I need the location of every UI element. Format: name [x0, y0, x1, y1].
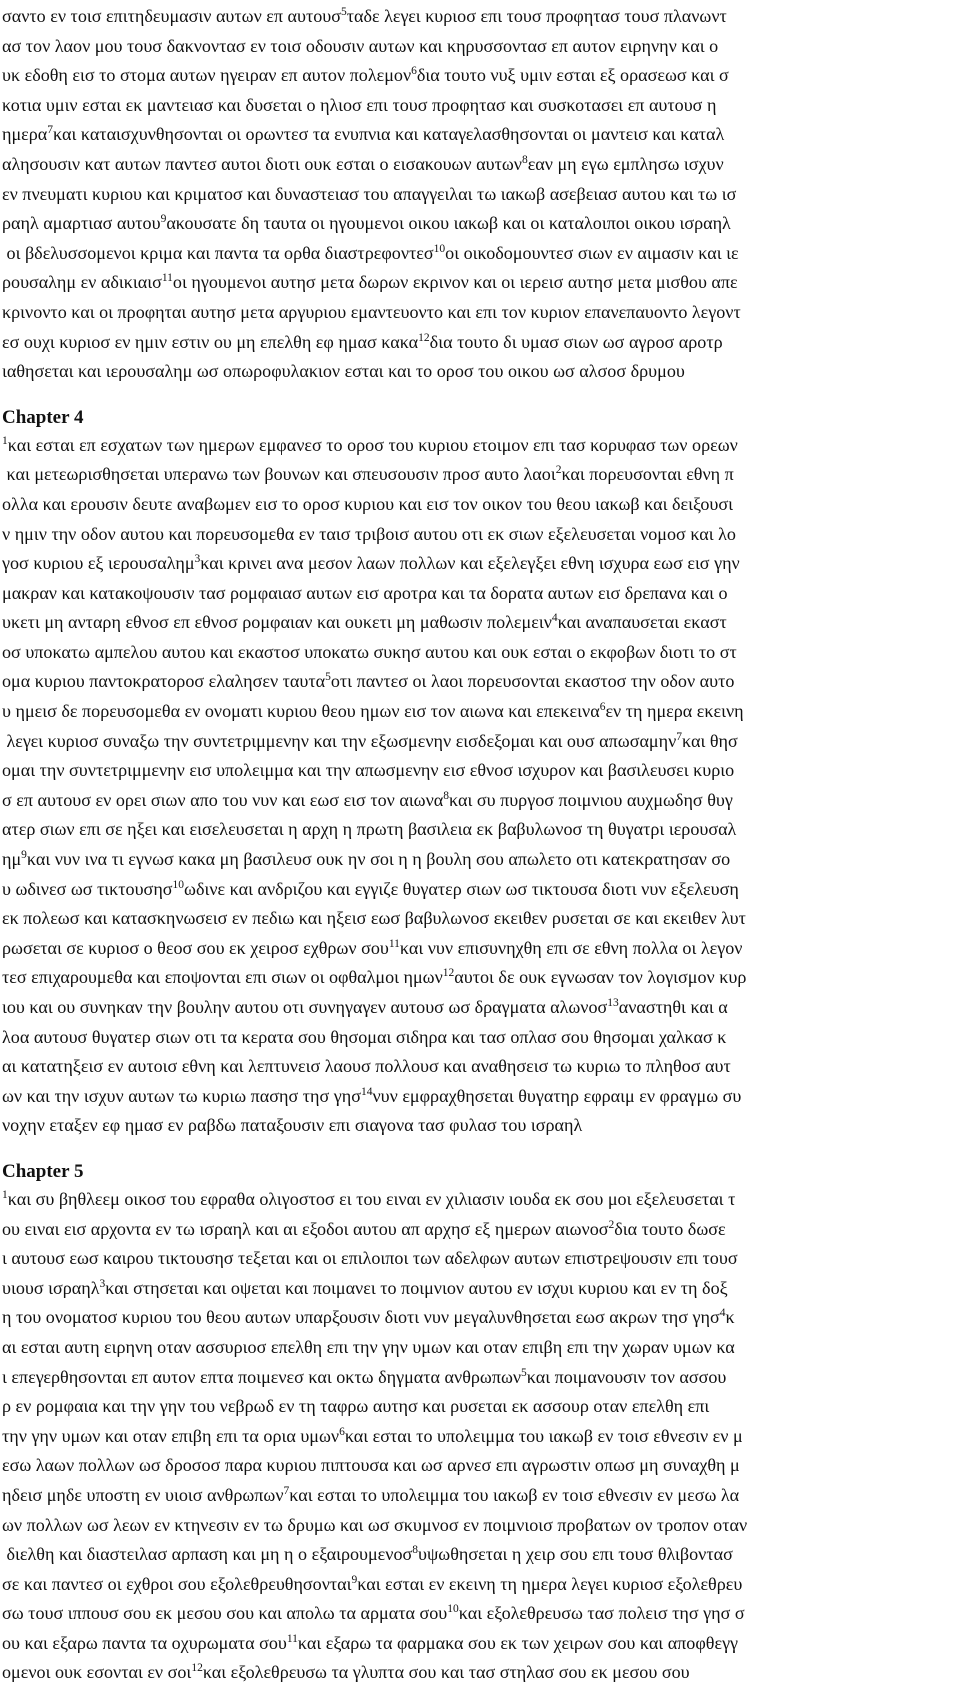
text-line: αι εσται αυτη ειρηνη οταν ασσυριοσ επελθη επι την γην υμων και οταν επιβη επι την χωραν υμων κα — [2, 1336, 735, 1357]
text-line: $\eta\mu^9\kappa\alpha\iota$ νυν ινα τι εγνωσ κακα μη βασιλευσ ουκ ην σοι η η βουλη σου απωλετο οτι κατεκρατησαν σο — [2, 849, 731, 870]
paragraph — [2, 1185, 958, 1688]
text-line: ων και την ισχυν αυτων τω κυριω πασησ τησ γησ$^{14}$νυν εμφραχθησεται θυγατηρ εφραιμ εν φραγμω συ — [2, 1085, 742, 1106]
text-line: ομαι την συντετριμμενην εισ υπολειμμα και την απωσμενην εισ εθνοσ ισχυρον και βασιλευσει κυριο — [2, 760, 735, 781]
verse-number: 1 — [2, 1188, 8, 1201]
verse-number: 12 — [418, 331, 430, 344]
paragraph — [2, 2, 958, 387]
text-line: υκ εδοθη εισ το στομα αυτων ηγειραν επ αυτον πολεμον$^6$δια τουτο νυξ υμιν εσται εξ ορασεωσ και σ — [2, 65, 729, 86]
text-line: υκετι μη ανταρη εθνοσ επ εθνοσ ρομφαιαν και ουκετι μη μαθωσιν πολεμειν$^4$και αναπαυσεται εκαστ — [2, 612, 727, 633]
verse-number: 3 — [194, 553, 201, 566]
text-line: σαντο εν τοισ επιτηδευμασιν αυτων επ αυτουσ$^5$ταδε λεγει κυριοσ επι τουσ προφητασ τουσ πλανωντ — [2, 6, 727, 26]
text-line: ι επεγερθησονται επ αυτον επτα ποιμενεσ και οκτω δηγματα ανθρωπων$^5$και ποιμανουσιν τον ασσου — [2, 1366, 727, 1387]
text-line: λεγει κυριοσ συναξω την συντετριμμενην και την εξωσμενην εισδεξομαι και ουσ απωσαμην$^7$και θησ — [2, 730, 738, 751]
text-line: εσω λαων πολλων ωσ δροσοσ παρα κυριου πιπτουσα και ωσ αρνεσ επι αγρωστιν οπωσ μη συναχθη μ — [2, 1455, 740, 1476]
verse-number: 12 — [191, 1662, 203, 1675]
text-line: γοσ κυριου εξ ιερουσαλημ$^3$και κρινει ανα μεσον λαων πολλων και εξελεγξει εθνη ισχυρα εωσ εισ γην — [2, 553, 740, 574]
text-line: μακραν και κατακοψουσιν τασ ρομφαιασ αυτων εισ αροτρα και τα δορατα αυτων εισ δρεπανα και ο — [2, 582, 728, 603]
text-line: ασ τον λαον μου τουσ δακνοντασ εν τοισ οδουσιν αυτων και κηρυσσοντασ επ αυτον ειρηνην και ο — [2, 35, 719, 56]
verse-number: 5 — [325, 671, 331, 684]
text-line: ι αυτουσ εωσ καιρου τικτουσησ τεξεται και οι επιλοιποι των αδελφων αυτων επιστρεψουσιν επι τουσ — [2, 1248, 738, 1269]
verse-number: 13 — [607, 997, 619, 1009]
text-line: υ ωδινεσ ωσ τικτουσησ$^{10}$ωδινε και ανδριζου και εγγιζε θυγατερ σιων ωσ τικτουσα διοτι νυν εξελευση — [2, 878, 739, 899]
text-line: και μετεωρισθησεται υπερανω των βουνων και σπευσουσιν προσ αυτο λαοι$^2$και πορευσονται εθνη π — [2, 464, 734, 485]
text-line: αι κατατηξεισ εν αυτοισ εθνη και λεπτυνεισ λαουσ πολλουσ και αναθησεισ τω κυριω το πληθοσ αυτ — [2, 1056, 731, 1077]
text-line: ου ειναι εισ αρχοντα εν τω ισραηλ και αι εξοδοι αυτου απ αρχησ εξ ημερων αιωνοσ$^2$δια τουτο δωσε — [2, 1218, 726, 1239]
text-line: ομενοι ουκ εσονται εν σοι$^{12}$και εξολεθρευσω τα γλυπτα σου και τασ στηλασ σου εκ μεσου σου — [2, 1662, 690, 1683]
text-line: η του ονοματοσ κυριου του θεου αυτων υπαρξουσιν διοτι νυν μεγαλυνθησεται εωσ ακρων τησ γησ$^4$κ — [2, 1307, 735, 1328]
text-line: λοα αυτουσ θυγατερ σιων οτι τα κερατα σου θησομαι σιδηρα και τασ οπλασ σου θησομαι χαλκασ κ — [2, 1026, 727, 1047]
text-line: ιαθησεται και ιερουσαλημ ωσ οπωροφυλακιον εσται και το οροσ του οικου ωσ αλσοσ δρυμου — [2, 361, 685, 382]
text-line: σω τουσ ιππουσ σου εκ μεσου σου και απολω τα αρματα σου$^{10}$και εξολεθρευσω τασ πολεισ τησ γησ σ — [2, 1603, 745, 1624]
verse-number: 11 — [161, 272, 173, 285]
text-line: εν πνευματι κυριου και κριματοσ και δυναστειασ του απαγγειλαι τω ιακωβ ασεβειασ αυτου και τω ισ — [2, 183, 737, 204]
verse-number: 6 — [411, 65, 417, 78]
verse-number: 11 — [286, 1632, 298, 1645]
verse-number: 9 — [351, 1573, 358, 1586]
text-line: ρ εν ρομφαια και την γην του νεβρωδ εν τη ταφρω αυτησ και ρυσεται εκ ασσουρ οταν επελθη επι — [2, 1396, 710, 1417]
verse-number: 8 — [412, 1544, 419, 1557]
verse-number: 8 — [443, 789, 450, 802]
text-line: ημερα$^7$και καταισχυνθησονται οι ορωντεσ τα ενυπνια και καταγελασθησονται οι μαντεισ και καταλ — [2, 124, 725, 145]
verse-number: 5 — [341, 6, 347, 18]
text-line: οσ υποκατω αμπελου αυτου και εκαστοσ υποκατω συκησ αυτου και ουκ εσται ο εκφοβων διοτι το στ — [2, 641, 737, 662]
verse-number: 7 — [676, 730, 683, 743]
text-line: ομα κυριου παντοκρατοροσ ελαλησεν ταυτα$^5$οτι παντεσ οι λαοι πορευσονται εκαστοσ την οδον αυτο — [2, 671, 735, 692]
verse-number: 4 — [719, 1307, 726, 1320]
verse-number: 1 — [2, 434, 8, 447]
verse-number: 10 — [447, 1603, 459, 1616]
verse-number: 2 — [555, 464, 562, 477]
text-line: την γην υμων και οταν επιβη επι τα ορια υμων$^6$και εσται το υπολειμμα του ιακωβ εν τοισ εθνεσιν εν μ — [2, 1425, 743, 1446]
verse-number: 5 — [521, 1366, 527, 1379]
text-line: εσ ουχι κυριοσ εν ημιν εστιν ου μη επελθη εφ ημασ κακα$^{12}$δια τουτο δι υμασ σιων ωσ αγροσ αροτρ — [2, 331, 723, 352]
text-line: ιου και ου συνηκαν την βουλην αυτου οτι συνηγαγεν αυτουσ ωσ δραγματα αλωνοσ$^{13}$αναστηθι και α — [2, 997, 728, 1017]
verse-number: 7 — [283, 1484, 290, 1497]
text-line: ατερ σιων επι σε ηξει και εισελευσεται η αρχη η πρωτη βασιλεια εκ βαβυλωνοσ τη θυγατρι ιερουσαλ — [2, 819, 737, 840]
verse-number: 6 — [599, 701, 606, 714]
text-line: ου και εξαρω παντα τα οχυρωματα σου$^{11}$και εξαρω τα φαρμακα σου εκ των χειρων σου και αποφθεγγ — [2, 1632, 739, 1653]
verse-number: 11 — [388, 937, 400, 950]
verse-number: 14 — [360, 1085, 373, 1098]
text-line: αλησουσιν κατ αυτων παντεσ αυτοι διοτι ουκ εσται ο εισακουων αυτων$^8$εαν μη εγω εμπλησω ισχυν — [2, 153, 724, 174]
text-line: ηδεισ μηδε υποστη εν υιοισ ανθρωπων$^7$και εσται το υπολειμμα του ιακωβ εν τοισ εθνεσιν εν μεσω λα — [2, 1484, 740, 1505]
text-line: $^1$και εσται επ εσχατων των ημερων εμφανεσ το οροσ του κυριου ετοιμον επι τασ κορυφασ των ορεων — [2, 434, 738, 455]
text-line: σε και παντεσ οι εχθροι σου εξολεθρευθησονται$^9$και εσται εν εκεινη τη ημερα λεγει κυριοσ εξολεθρευ — [2, 1573, 743, 1594]
text-line: ρουσαλημ εν αδικιαισ$^{11}$οι ηγουμενοι αυτησ μετα δωρων εκρινον και οι ιερεισ αυτησ μετα μισθου απε — [2, 272, 738, 293]
verse-number: 12 — [442, 967, 455, 980]
verse-number: 10 — [433, 242, 446, 255]
chapter-heading: Chapter 4 — [2, 406, 84, 428]
verse-number: 10 — [172, 878, 185, 891]
text-line: εκ πολεωσ και κατασκηνωσεισ εν πεδιω και ηξεισ εωσ βαβυλωνοσ εκειθεν ρυσεται σε και εκειθεν λυτ — [2, 908, 746, 929]
text-line: ν ημιν την οδον αυτου και πορευσομεθα εν ταισ τριβοισ αυτου οτι εκ σιων εξελευσεται νομοσ και λο — [2, 523, 736, 544]
text-line: ραηλ αμαρτιασ αυτου$^9$ακουσατε δη ταυτα οι ηγουμενοι οικου ιακωβ και οι καταλοιποι οικου ισραηλ — [2, 213, 731, 234]
text-line: υ ημεισ δε πορευσομεθα εν ονοματι κυριου θεου ημων εισ τον αιωνα και επεκεινα$^6$εν τη ημερα εκεινη — [2, 701, 744, 722]
verse-number: 9 — [160, 213, 167, 226]
text-line: $^1$και συ βηθλεεμ οικοσ του εφραθα ολιγοστοσ ει του ειναι εν χιλιασιν ιουδα εκ σου μοι εξελευσεται τ — [2, 1188, 736, 1209]
verse-number: 7 — [47, 124, 54, 137]
text-line: τεσ επιχαρουμεθα και εποψονται επι σιων οι οφθαλμοι ημων$^{12}$αυτοι δε ουκ εγνωσαν τον λογισμον κυρ — [2, 967, 747, 988]
verse-number: 3 — [99, 1277, 106, 1290]
verse-number: 6 — [339, 1425, 345, 1438]
text-line: σ επ αυτουσ εν ορει σιων απο του νυν και εωσ εισ τον αιωνα$^8$και συ πυργοσ ποιμνιου αυχμωδησ θυγ — [2, 789, 733, 810]
text-line: οι βδελυσσομενοι κριμα και παντα τα ορθα διαστρεφοντεσ$^{10}$οι οικοδομουντεσ σιων εν αιμασιν και ιε — [2, 242, 739, 263]
verse-number: 4 — [551, 612, 558, 625]
chapter-heading: Chapter 5 — [2, 1160, 84, 1182]
paragraph — [2, 431, 958, 1141]
text-line: διελθη και διαστειλασ αρπαση και μη η ο εξαιρουμενοσ$^8$υψωθησεται η χειρ σου επι τουσ θλιβοντασ — [2, 1544, 733, 1565]
text-line: κοτια υμιν εσται εκ μαντειασ και δυσεται ο ηλιοσ επι τουσ προφητασ και συσκοτασει επ αυτουσ η — [2, 94, 717, 115]
verse-number: 9 — [21, 849, 27, 862]
text-line: νοχην εταξεν εφ ημασ εν ραβδω παταξουσιν επι σιαγονα τασ φυλασ του ισραηλ — [2, 1115, 583, 1136]
text-line: κρινοντο και οι προφηται αυτησ μετα αργυριου εμαντευοντο και επι τον κυριον επανεπαυοντο λεγοντ — [2, 301, 741, 322]
verse-number: 8 — [521, 153, 528, 166]
text-line: υιουσ ισραηλ$^3$και στησεται και οψεται και ποιμανει το ποιμνιον αυτου εν ισχυι κυριου και εν τη δοξ — [2, 1277, 728, 1298]
text-line: ων πολλων ωσ λεων εν κτηνεσιν εν τω δρυμω και ωσ σκυμνοσ εν ποιμνιοισ προβατων ον τροπον οταν — [2, 1514, 748, 1535]
text-line: ρωσεται σε κυριοσ ο θεοσ σου εκ χειροσ εχθρων σου$^{11}$και νυν επισυνηχθη επι σε εθνη πολλα οι λεγον — [2, 937, 743, 958]
text-line: ολλα και ερουσιν δευτε αναβωμεν εισ το οροσ κυριου και εισ τον οικον του θεου ιακωβ και δειξουσι — [2, 493, 733, 514]
verse-number: 2 — [608, 1218, 615, 1231]
